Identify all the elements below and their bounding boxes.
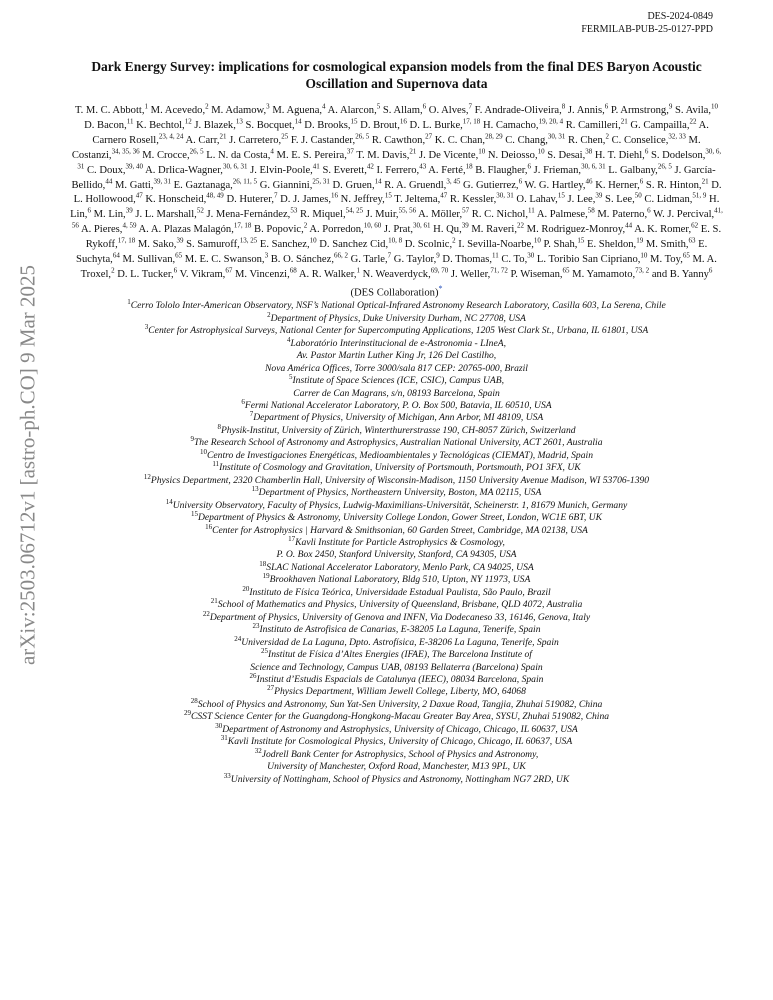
affiliation-number: 22 xyxy=(202,609,210,618)
affiliation-text: Department of Physics, University of Genova and INFN, Via Dodecaneso 33, 16146, Genova, Italy xyxy=(209,611,591,623)
affiliation-number: 31 xyxy=(220,734,228,743)
affiliation-item xyxy=(70,300,723,312)
affiliation-text: Laboratório Interinstitucional de e-Astronomia - LIneA, xyxy=(290,337,506,349)
affiliation-number: 14 xyxy=(165,497,173,506)
affiliation-item xyxy=(70,412,723,424)
affiliation-text: Centro de Investigaciones Energéticas, Medioambientales y Tecnológicas (CIEMAT), Madrid, Spain xyxy=(207,449,593,461)
affiliation-text: University Observatory, Faculty of Physics, Ludwig-Maximilians-Universität, Scheinerstr. 1, 81679 Munich, Germany xyxy=(172,499,628,511)
affiliation-number: 20 xyxy=(242,584,250,593)
affiliation-text: Department of Physics & Astronomy, University College London, Gower Street, London, WC1E 6BT, UK xyxy=(198,512,602,524)
affiliation-number: 21 xyxy=(210,597,218,606)
affiliation-number: 15 xyxy=(191,509,198,518)
affiliation-item xyxy=(70,761,723,773)
affiliation-item xyxy=(70,559,723,574)
affiliation-text: Jodrell Bank Center for Astrophysics, School of Physics and Astronomy, xyxy=(261,748,539,760)
affiliation-number: 10 xyxy=(200,447,207,456)
arxiv-identifier: arXiv:2503.06712v1 [astro-ph.CO] 9 Mar 2025 xyxy=(15,264,40,666)
affiliation-item xyxy=(70,721,723,736)
affiliation-number: 30 xyxy=(215,721,223,730)
affiliation-text: School of Mathematics and Physics, University of Queensland, Brisbane, QLD 4072, Australia xyxy=(217,599,583,611)
affiliation-text: Kavli Institute for Particle Astrophysics & Cosmology, xyxy=(295,537,505,549)
affiliation-item xyxy=(70,325,723,337)
affiliation-text: Cerro Tololo Inter-American Observatory, NSF’s National Optical-Infrared Astronomy Research Laboratory, Casilla 603, La Serena, Chile xyxy=(130,300,666,312)
affiliation-item xyxy=(70,634,723,649)
affiliation-item xyxy=(70,388,723,400)
report-id: FERMILAB-PUB-25-0127-PPD xyxy=(581,24,713,35)
affiliation-number: 16 xyxy=(205,522,213,531)
affiliation-text: University of Manchester, Oxford Road, Manchester, M13 9PL, UK xyxy=(267,761,526,773)
affiliation-text: Department of Physics, University of Michigan, Ann Arbor, MI 48109, USA xyxy=(253,412,544,424)
affiliation-number: 25 xyxy=(261,646,269,655)
affiliation-text: Department of Physics, Northeastern University, Boston, MA 02115, USA xyxy=(258,487,542,499)
collaboration-name: (DES Collaboration) xyxy=(350,287,439,299)
affiliation-text: School of Physics and Astronomy, Sun Yat-Sen University, 2 Daxue Road, Tangjia, Zhuhai 519082, China xyxy=(197,698,603,710)
affiliation-item xyxy=(70,350,723,362)
affiliation-text: Science and Technology, Campus UAB, 08193 Bellaterra (Barcelona) Spain xyxy=(250,661,543,673)
affiliation-text: Institute of Cosmology and Gravitation, University of Portsmouth, Portsmouth, PO1 3FX, UK xyxy=(219,462,581,474)
affiliation-number: 18 xyxy=(259,559,267,568)
affiliation-item xyxy=(70,497,723,512)
affiliation-item xyxy=(70,696,723,711)
affiliation-text: Physics Department, 2320 Chamberlin Hall, University of Wisconsin-Madison, 1150 University Avenue Madison, WI 53706-1390 xyxy=(150,474,650,486)
affiliation-number: 24 xyxy=(234,634,242,643)
affiliation-text: The Research School of Astronomy and Astrophysics, Australian National University, ACT 2601, Australia xyxy=(193,437,603,449)
affiliation-number: 4 xyxy=(287,335,291,344)
affiliation-text: Carrer de Can Magrans, s/n, 08193 Barcelona, Spain xyxy=(293,387,500,399)
affiliation-text: Physics Department, William Jewell College, Liberty, MO, 64068 xyxy=(274,686,526,698)
affiliation-text: Fermi National Accelerator Laboratory, P. O. Box 500, Batavia, IL 60510, USA xyxy=(244,400,552,412)
affiliation-number: 28 xyxy=(190,696,198,705)
affiliation-number: 5 xyxy=(288,372,293,381)
affiliation-text: Instituto de Física Teórica, Universidade Estadual Paulista, São Paulo, Brazil xyxy=(249,586,551,598)
affiliation-number: 3 xyxy=(144,323,149,332)
affiliation-item xyxy=(70,363,723,375)
affiliation-item xyxy=(70,646,723,661)
affiliation-text: Instituto de Astrofisica de Canarias, E-38205 La Laguna, Tenerife, Spain xyxy=(259,624,541,636)
affiliation-item xyxy=(70,509,723,524)
affiliation-item xyxy=(70,609,723,624)
affiliation-item xyxy=(70,462,723,474)
affiliation-number: 32 xyxy=(254,746,262,755)
affiliation-item xyxy=(70,422,723,437)
affiliation-number: 9 xyxy=(190,435,194,444)
affiliation-text: Department of Astronomy and Astrophysics, University of Chicago, Chicago, IL 60637, USA xyxy=(222,723,578,735)
affiliation-item xyxy=(70,671,723,686)
affiliation-number: 29 xyxy=(183,709,191,718)
affiliation-item xyxy=(70,711,723,723)
report-id: DES-2024-0849 xyxy=(647,11,713,22)
affiliation-number: 26 xyxy=(249,671,257,680)
affiliation-item xyxy=(70,599,723,611)
affiliation-item xyxy=(70,746,723,761)
affiliation-item xyxy=(70,584,723,599)
affiliation-text: Institut de Física d’Altes Energies (IFAE), The Barcelona Institute of xyxy=(268,649,532,661)
affiliation-list xyxy=(70,300,723,786)
affiliation-item xyxy=(70,472,723,487)
affiliation-number: 7 xyxy=(249,410,254,419)
report-numbers xyxy=(581,10,713,36)
affiliation-text: CSST Science Center for the Guangdong-Hongkong-Macau Greater Bay Area, SYSU, Zhuhai 519082, China xyxy=(190,711,610,723)
affiliation-text: Institut d’Estudis Espacials de Catalunya (IEEC), 08034 Barcelona, Spain xyxy=(256,674,544,685)
affiliation-item xyxy=(70,335,723,350)
affiliation-number: 33 xyxy=(223,771,231,780)
affiliation-item xyxy=(70,771,723,786)
collaboration-line xyxy=(70,284,723,299)
affiliation-text: University of Nottingham, School of Physics and Astronomy, Nottingham NG7 2RD, UK xyxy=(230,773,570,785)
affiliation-number: 6 xyxy=(241,397,245,406)
affiliation-text: Nova América Offices, Torre 3000/sala 817 CEP: 20765-000, Brazil xyxy=(265,362,528,374)
affiliation-text: Kavli Institute for Cosmological Physics, University of Chicago, Chicago, IL 60637, USA xyxy=(227,736,573,748)
affiliation-item xyxy=(70,686,723,698)
affiliation-item xyxy=(70,574,723,586)
affiliation-text: P. O. Box 2450, Stanford University, Stanford, CA 94305, USA xyxy=(276,549,517,561)
affiliation-text: Department of Physics, Duke University Durham, NC 27708, USA xyxy=(270,312,526,324)
author-list: T. M. C. Abbott,$^1$ M. Acevedo,$^2$ M. Adamow,$^3$ M. Aguena,$^4$ A. Alarcon,$^5$ S. Allam,$^6$ O. Alves,$^7$ F. Andrade-Oliveira,$^8$ J. Annis,$^6$ P. Armstrong,$^9$ S. Avila,$^{10}$ D. Bacon,$^{11}$ K. Bechtol,$^{12}$ J. Blazek,$^{13}$ S. Bocquet,$^{14}$ D. Brooks,$^{15}$ D. Brout,$^{16}$ D. L. Burke,$^{17, 18}$ H. Camacho,$^{19, 20, 4}$ R. Camilleri,$^{21}$ G. Campailla,$^{22}$ A. Carnero Rosell,$^{23, 4, 24}$ A. Carr,$^{21}$ J. Carretero,$^{25}$ F. J. Castander,$^{26, 5}$ R. Cawthon,$^{27}$ K. C. Chan,$^{28, 29}$ C. Chang,$^{30, 31}$ R. Chen,$^2$ C. Conselice,$^{32, 33}$ M. Costanzi,$^{34, 35, 36}$ M. Crocce,$^{26, 5}$ L. N. da Costa,$^4$ M. E. S. Pereira,$^{37}$ T. M. Davis,$^{21}$ J. De Vicente,$^{10}$ N. Deiosso,$^{10}$ S. Desai,$^{38}$ H. T. Diehl,$^6$ S. Dodelson,$^{30, 6, 31}$ C. Doux,$^{39, 40}$ A. Drlica-Wagner,$^{30, 6, 31}$ J. Elvin-Poole,$^{41}$ S. Everett,$^{42}$ I. Ferrero,$^{43}$ A. Ferté,$^{18}$ B. Flaugher,$^6$ J. Frieman,$^{30, 6, 31}$ L. Galbany,$^{26, 5}$ J. García-Bellido,$^{44}$ M. Gatti,$^{39, 31}$ E. Gaztanaga,$^{26, 11, 5}$ G. Giannini,$^{25, 31}$ D. Gruen,$^{14}$ R. A. Gruendl,$^{3, 45}$ G. Gutierrez,$^6$ W. G. Hartley,$^{46}$ K. Herner,$^6$ S. R. Hinton,$^{21}$ D. L. Hollowood,$^{47}$ K. Honscheid,$^{48, 49}$ D. Huterer,$^7$ D. J. James,$^{16}$ N. Jeffrey,$^{15}$ T. Jeltema,$^{47}$ R. Kessler,$^{30, 31}$ O. Lahav,$^{15}$ J. Lee,$^{39}$ S. Lee,$^{50}$ C. Lidman,$^{51, 9}$ H. Lin,$^6$ M. Lin,$^{39}$ J. L. Marshall,$^{52}$ J. Mena-Fernández,$^{53}$ R. Miquel,$^{54, 25}$ J. Muir,$^{55, 56}$ A. Möller,$^{57}$ R. C. Nichol,$^{11}$ A. Palmese,$^{58}$ M. Paterno,$^6$ W. J. Percival,$^{41, 56}$ A. Pieres,$^{4, 59}$ A. A. Plazas Malagón,$^{17, 18}$ B. Popovic,$^2$ A. Porredon,$^{10, 60}$ J. Prat,$^{30, 61}$ H. Qu,$^{39}$ M. Raveri,$^{22}$ M. Rodriguez-Monroy,$^{44}$ A. K. Romer,$^{62}$ E. S. Rykoff,$^{17, 18}$ M. Sako,$^{39}$ S. Samuroff,$^{13, 25}$ E. Sanchez,$^{10}$ D. Sanchez Cid,$^{10, 8}$ D. Scolnic,$^2$ I. Sevilla-Noarbe,$^{10}$ P. Shah,$^{15}$ E. Sheldon,$^{19}$ M. Smith,$^{63}$ E. Suchyta,$^{64}$ M. Sullivan,$^{65}$ M. E. C. Swanson,$^3$ B. O. Sánchez,$^{66, 2}$ G. Tarle,$^7$ G. Taylor,$^9$ D. Thomas,$^{11}$ C. To,$^{30}$ L. Toribio San Cipriano,$^{10}$ M. Toy,$^{65}$ M. A. Troxel,$^2$ D. L. Tucker,$^6$ V. Vikram,$^{67}$ M. Vincenzi,$^{68}$ A. R. Walker,$^1$ N. Weaverdyck,$^{69, 70}$ J. Weller,$^{71, 72}$ P. Wiseman,$^{65}$ M. Yamamoto,$^{73, 2}$ and B. Yanny$^6$ xyxy=(70,102,723,280)
affiliation-item xyxy=(70,549,723,561)
affiliation-item xyxy=(70,310,723,325)
affiliation-item xyxy=(70,447,723,462)
affiliation-item xyxy=(70,736,723,748)
affiliation-item xyxy=(70,437,723,449)
paper-front-matter xyxy=(70,58,723,786)
affiliation-text: Institute of Space Sciences (ICE, CSIC), Campus UAB, xyxy=(292,375,505,387)
affiliation-text: Center for Astrophysical Surveys, National Center for Supercomputing Applications, 1205 West Clark St., Urbana, IL 61801, USA xyxy=(148,325,649,337)
affiliation-item xyxy=(70,522,723,537)
affiliation-number: 27 xyxy=(267,684,275,693)
affiliation-number: 23 xyxy=(252,622,260,630)
affiliation-number: 8 xyxy=(217,422,221,431)
affiliation-number: 1 xyxy=(127,298,131,307)
affiliation-text: Center for Astrophysics | Harvard & Smithsonian, 60 Garden Street, Cambridge, MA 02138, USA xyxy=(212,524,588,536)
affiliation-text: Av. Pastor Martin Luther King Jr, 126 Del Castilho, xyxy=(296,350,497,362)
affiliation-number: 11 xyxy=(212,460,220,469)
affiliation-number: 2 xyxy=(267,310,271,319)
paper-title: Dark Energy Survey: implications for cosmological expansion models from the final DES Baryon Acoustic Oscillation and Supernova data xyxy=(91,59,702,91)
affiliation-item xyxy=(70,662,723,674)
affiliation-item xyxy=(70,372,723,387)
affiliation-number: 17 xyxy=(288,534,296,543)
affiliation-number: 19 xyxy=(262,572,270,581)
affiliation-text: Universidad de La Laguna, Dpto. Astrofísica, E-38206 La Laguna, Tenerife, Spain xyxy=(241,636,559,648)
affiliation-text: SLAC National Accelerator Laboratory, Menlo Park, CA 94025, USA xyxy=(266,561,534,573)
affiliation-item xyxy=(70,624,723,636)
affiliation-number: 13 xyxy=(251,485,259,494)
affiliation-item xyxy=(70,534,723,549)
collaboration-footnote-mark[interactable]: * xyxy=(438,283,443,293)
affiliation-text: Brookhaven National Laboratory, Bldg 510, Upton, NY 11973, USA xyxy=(269,574,531,586)
affiliation-text: Physik-Institut, University of Zürich, Winterthurerstrasse 190, CH-8057 Zürich, Switzerland xyxy=(220,424,576,436)
affiliation-number: 12 xyxy=(143,472,151,481)
affiliation-item xyxy=(70,397,723,412)
